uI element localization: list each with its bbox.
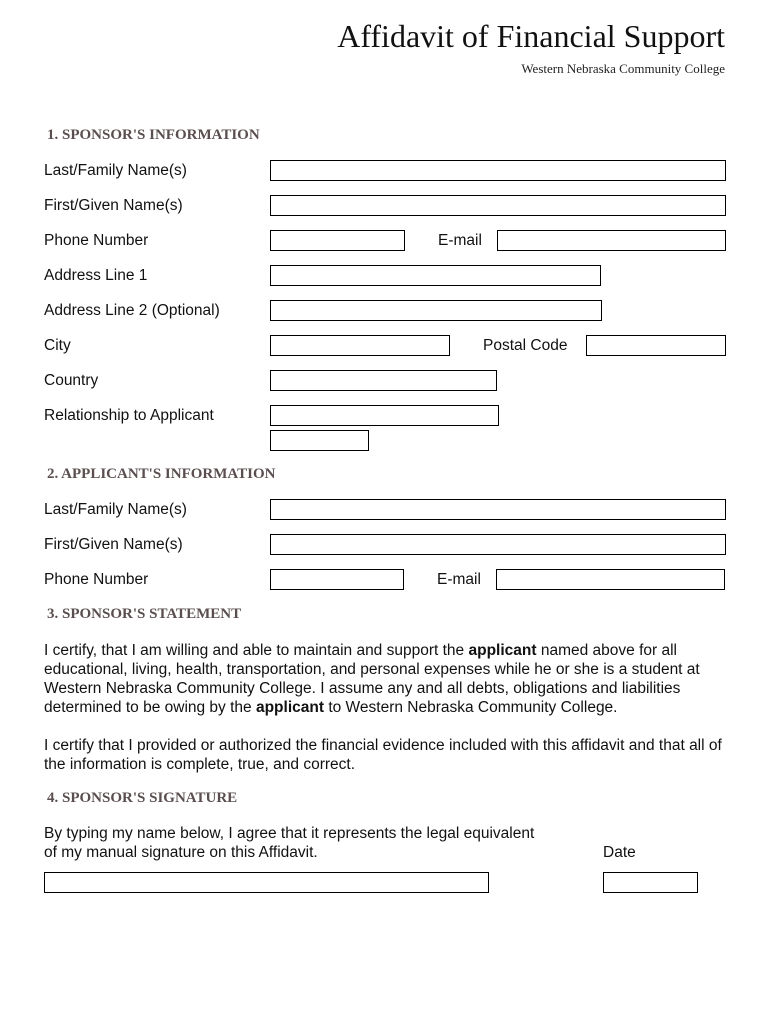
sponsor-email-label: E-mail bbox=[438, 232, 482, 249]
sponsor-first-name-label: First/Given Name(s) bbox=[44, 197, 183, 214]
sponsor-relationship-other-field[interactable] bbox=[270, 430, 369, 451]
sponsor-city-label: City bbox=[44, 337, 71, 354]
applicant-emphasis: applicant bbox=[255, 699, 325, 716]
sponsor-relationship-label: Relationship to Applicant bbox=[44, 407, 214, 424]
section-heading-statement: 3. SPONSOR'S STATEMENT bbox=[47, 606, 242, 622]
signature-instruction-line-2: of my manual signature on this Affidavit. bbox=[44, 844, 318, 861]
sponsor-phone-field[interactable] bbox=[270, 230, 405, 251]
sponsor-city-field[interactable] bbox=[270, 335, 450, 356]
section-heading-sponsor-info: 1. SPONSOR'S INFORMATION bbox=[47, 127, 260, 143]
sponsor-first-name-field[interactable] bbox=[270, 195, 726, 216]
sponsor-country-field[interactable] bbox=[270, 370, 497, 391]
applicant-first-name-field[interactable] bbox=[270, 534, 726, 555]
sponsor-address1-field[interactable] bbox=[270, 265, 601, 286]
applicant-last-name-label: Last/Family Name(s) bbox=[44, 501, 187, 518]
college-name: Western Nebraska Community College bbox=[521, 61, 725, 76]
sponsor-postal-code-label: Postal Code bbox=[483, 337, 568, 354]
applicant-first-name-label: First/Given Name(s) bbox=[44, 536, 183, 553]
applicant-email-label: E-mail bbox=[437, 571, 481, 588]
document-title: Affidavit of Financial Support bbox=[337, 18, 725, 54]
applicant-phone-label: Phone Number bbox=[44, 571, 149, 588]
section-heading-signature: 4. SPONSOR'S SIGNATURE bbox=[47, 790, 238, 806]
applicant-emphasis: applicant bbox=[468, 642, 537, 659]
signature-date-field[interactable] bbox=[603, 872, 698, 893]
sponsor-postal-code-field[interactable] bbox=[586, 335, 726, 356]
sponsor-country-label: Country bbox=[44, 372, 99, 389]
sponsor-address1-label: Address Line 1 bbox=[44, 267, 148, 284]
sponsor-last-name-label: Last/Family Name(s) bbox=[44, 162, 187, 179]
statement-paragraph-1: I certify, that I am willing and able to maintain and support the applicant named above for all educational, living, health, transportation, and personal expenses while he or she is a student at Western Nebraska Community College. I assume any and all debts, obligations and liabilities determined to be owing by the applicant to Western Nebraska Community College. bbox=[44, 642, 700, 716]
applicant-last-name-field[interactable] bbox=[270, 499, 726, 520]
sponsor-phone-label: Phone Number bbox=[44, 232, 149, 249]
sponsor-last-name-field[interactable] bbox=[270, 160, 726, 181]
sponsor-email-field[interactable] bbox=[497, 230, 726, 251]
statement-paragraph-2: I certify that I provided or authorized the financial evidence included with this affidavit and that all of the information is complete, true, and correct. bbox=[44, 737, 722, 773]
applicant-phone-field[interactable] bbox=[270, 569, 404, 590]
signature-instruction-line-1: By typing my name below, I agree that it represents the legal equivalent bbox=[44, 825, 535, 842]
signature-name-field[interactable] bbox=[44, 872, 489, 893]
sponsor-address2-field[interactable] bbox=[270, 300, 602, 321]
sponsor-address2-label: Address Line 2 (Optional) bbox=[44, 302, 220, 319]
section-heading-applicant-info: 2. APPLICANT'S INFORMATION bbox=[47, 466, 276, 482]
date-label: Date bbox=[603, 844, 636, 861]
applicant-email-field[interactable] bbox=[496, 569, 725, 590]
sponsor-relationship-field[interactable] bbox=[270, 405, 499, 426]
